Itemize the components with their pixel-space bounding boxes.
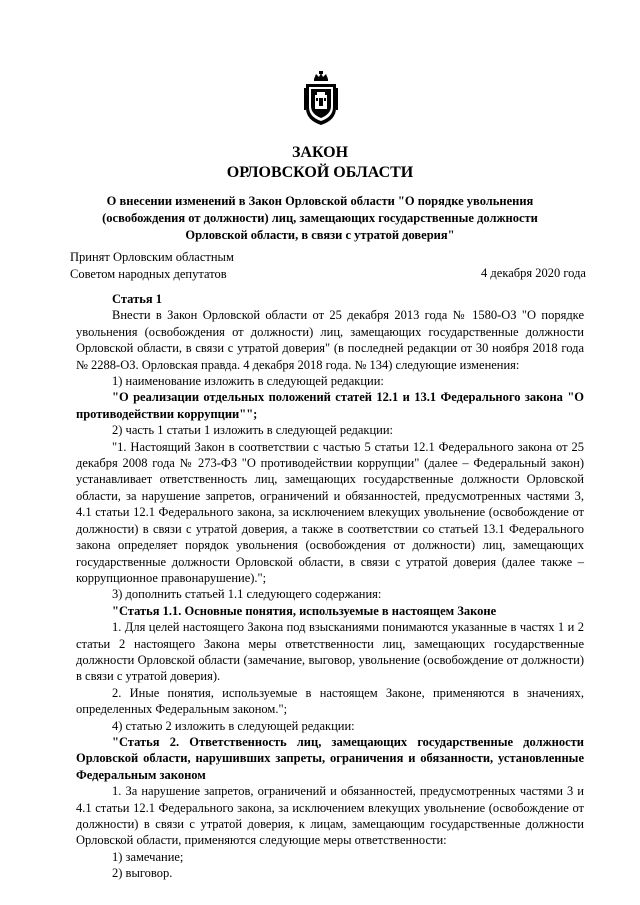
list-item: 1) замечание; (112, 849, 184, 864)
subtitle-line1: О внесении изменений в Закон Орловской области "О порядке увольнения (106, 194, 534, 208)
new-title-quote: "О реализации отдельных положений статей 12.1 и 13.1 Федерального закона "О противодействии коррупции""; (76, 390, 584, 421)
subtitle-line2: (освобождения от должности) лиц, замещающих государственные должности (102, 211, 538, 225)
subtitle-line3: Орловской области, в связи с утратой доверия" (185, 228, 455, 242)
list-item: 2) выговор. (112, 866, 173, 881)
coat-of-arms-emblem (302, 70, 340, 126)
law-title-line2: ОРЛОВСКОЙ ОБЛАСТИ (226, 164, 414, 181)
paragraph: 4) статью 2 изложить в следующей редакции: (112, 718, 355, 733)
adopted-by (70, 249, 234, 283)
paragraph: 2. Иные понятия, используемые в настоящем Законе, применяются в значениях, определенных Федеральным законом."; (76, 685, 584, 717)
adopted-line2: Советом народных депутатов (70, 267, 227, 281)
paragraph: Внести в Закон Орловской области от 25 декабря 2013 года № 1580-ОЗ "О порядке увольнения (освобождения от должности) лиц, замещающих государственные должности Орловской области, в связи с утратой доверия" (в последней редакции от 30 ноября 2018 года № 2288-ОЗ. Орловская правда. 4 декабря 2018 года. № 134) следующие изменения: (76, 308, 584, 372)
adoption-date: 4 декабря 2020 года (481, 266, 586, 280)
paragraph: 2) часть 1 статьи 1 изложить в следующей редакции: (112, 423, 394, 438)
paragraph: 1. Для целей настоящего Закона под взысканиями понимаются указанные в частях 1 и 2 статьи 2 настоящего Закона меры ответственности лиц, замещающих государственные должности Орловской области (замечание, выговор, увольнение (освобождение от должности) в связи с утратой доверия). (76, 620, 584, 684)
paragraph: 1) наименование изложить в следующей редакции: (112, 374, 384, 389)
paragraph: 3) дополнить статьей 1.1 следующего содержания: (112, 587, 382, 602)
adopted-line1: Принят Орловским областным (70, 250, 234, 264)
article1-heading: Статья 1 (112, 292, 162, 306)
document-body (76, 291, 584, 882)
article-1-1-heading: "Статья 1.1. Основные понятия, используемые в настоящем Законе (112, 603, 497, 618)
article-2-heading: "Статья 2. Ответственность лиц, замещающих государственные должности Орловской области, нарушивших запреты, ограничения и обязанности, установленные Федеральным законом (76, 734, 584, 782)
paragraph: 1. За нарушение запретов, ограничений и обязанностей, предусмотренных частями 3 и 4.1 статьи 12.1 Федерального закона, за исключением влекущих увольнение (освобождение от должности) в связи с утратой доверия, к лицам, замещающим государственные должности Орловской области, применяются следующие меры ответственности: (76, 784, 584, 848)
paragraph: "1. Настоящий Закон в соответствии с частью 5 статьи 12.1 Федерального закона от 25 декабря 2008 года № 273-ФЗ "О противодействии коррупции" (далее – Федеральный закон) устанавливает ответственность лиц, замещающих государственные должности Орловской области, за нарушение запретов, ограничений и обязанностей, предусмотренных частями 3, 4.1 статьи 12.1 Федерального закона, за исключением влекущих увольнение (освобождение от должности) в связи с утратой доверия, а также в соответствии со статьей 13.1 Федерального закона определяет порядок увольнения (освобождения от должности) лиц, замещающих государственные должности Орловской области, в связи с утратой доверия (далее также – коррупционное правонарушение)."; (76, 439, 584, 585)
law-title-line1: ЗАКОН (291, 144, 349, 161)
